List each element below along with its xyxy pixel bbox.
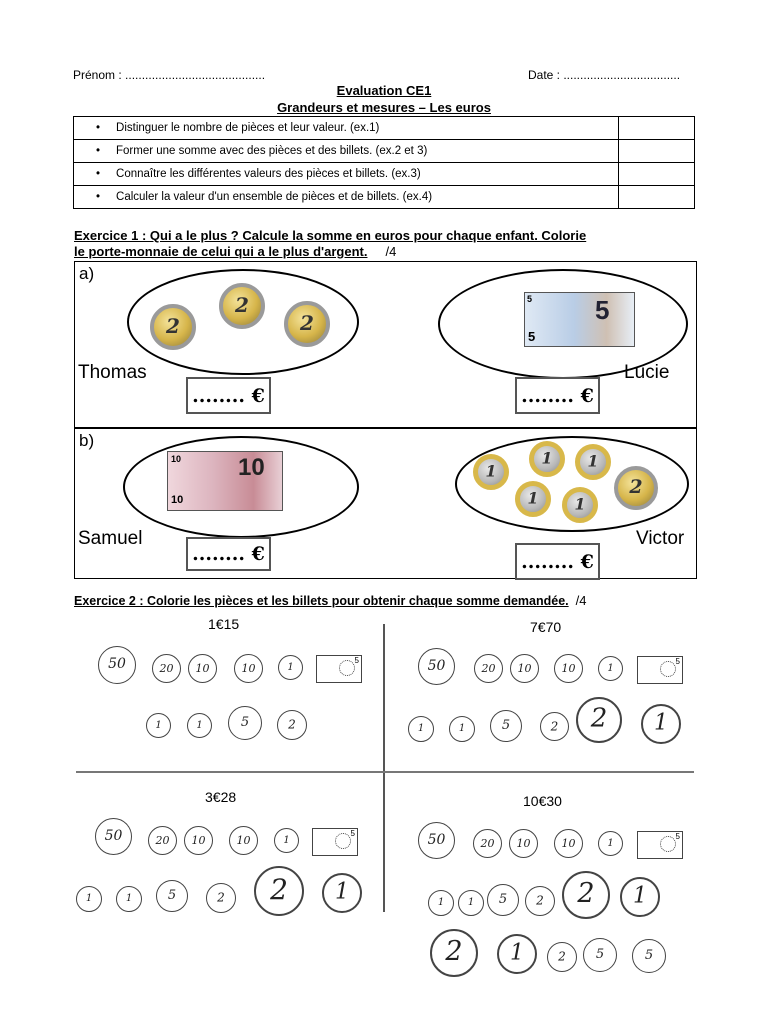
bullet: • bbox=[96, 168, 101, 180]
firstname-field[interactable]: Prénom : .......................................... bbox=[73, 68, 266, 82]
objective-row bbox=[74, 163, 695, 186]
child-name-samuel: Samuel bbox=[78, 528, 143, 549]
coin-1-cent-icon[interactable]: 1 bbox=[458, 890, 484, 916]
coin-2-euro-icon[interactable]: 2 bbox=[430, 929, 478, 977]
banknote-5-euro-icon[interactable]: 5 bbox=[316, 655, 362, 683]
euro-coin-1-icon: 1 bbox=[529, 441, 565, 477]
bullet: • bbox=[96, 122, 101, 134]
coin-10-cent-icon[interactable]: 10 bbox=[554, 654, 583, 683]
coin-5-cent-icon[interactable]: 5 bbox=[156, 880, 188, 912]
euro-coin-2-icon: 2 bbox=[284, 301, 330, 347]
amount-label: 1€15 bbox=[208, 616, 240, 632]
coin-20-cent-icon[interactable]: 20 bbox=[474, 654, 503, 683]
lucie-answer-box[interactable]: ........ € bbox=[515, 377, 600, 414]
child-name-thomas: Thomas bbox=[78, 362, 147, 383]
part-b-label: b) bbox=[79, 431, 95, 450]
coin-2-cent-icon[interactable]: 2 bbox=[540, 712, 569, 741]
bullet: • bbox=[96, 191, 101, 203]
coin-1-cent-icon[interactable]: 1 bbox=[598, 656, 623, 681]
banknote-5-euro-icon: 5 5 5 bbox=[524, 292, 635, 347]
objective-text: Distinguer le nombre de pièces et leur valeur. (ex.1) bbox=[116, 122, 380, 134]
coin-1-cent-icon[interactable]: 1 bbox=[76, 886, 102, 912]
coin-10-cent-icon[interactable]: 10 bbox=[229, 826, 258, 855]
objective-text: Calculer la valeur d'un ensemble de pièces et de billets. (ex.4) bbox=[116, 191, 433, 203]
coin-2-cent-icon[interactable]: 2 bbox=[525, 886, 555, 916]
exercise1-title-line2: le porte-monnaie de celui qui a le plus d'argent. bbox=[74, 244, 368, 259]
coin-10-cent-icon[interactable]: 10 bbox=[509, 829, 538, 858]
euro-coin-1-icon: 1 bbox=[562, 487, 598, 523]
coin-1-cent-icon[interactable]: 1 bbox=[187, 713, 212, 738]
coin-50-cent-icon[interactable]: 50 bbox=[418, 822, 455, 859]
coin-1-cent-icon[interactable]: 1 bbox=[116, 886, 142, 912]
coin-1-euro-icon[interactable]: 1 bbox=[497, 934, 537, 974]
euro-coin-2-icon: 2 bbox=[614, 466, 658, 510]
banknote-10-euro-icon: 10 10 10 bbox=[167, 451, 283, 511]
child-name-victor: Victor bbox=[636, 528, 685, 549]
amount-label: 7€70 bbox=[530, 619, 562, 635]
coin-5-cent-icon[interactable]: 5 bbox=[583, 938, 617, 972]
coin-5-cent-icon[interactable]: 5 bbox=[228, 706, 262, 740]
page-subtitle: Grandeurs et mesures – Les euros bbox=[277, 100, 491, 115]
coin-5-cent-icon[interactable]: 5 bbox=[487, 884, 519, 916]
coin-20-cent-icon[interactable]: 20 bbox=[152, 654, 181, 683]
coin-1-cent-icon[interactable]: 1 bbox=[428, 890, 454, 916]
coin-50-cent-icon[interactable]: 50 bbox=[98, 646, 136, 684]
coin-1-cent-icon[interactable]: 1 bbox=[278, 655, 303, 680]
child-name-lucie: Lucie bbox=[624, 362, 670, 383]
coin-1-euro-icon[interactable]: 1 bbox=[620, 877, 660, 917]
horizontal-divider bbox=[76, 771, 694, 773]
euro-coin-1-icon: 1 bbox=[473, 454, 509, 490]
coin-50-cent-icon[interactable]: 50 bbox=[418, 648, 455, 685]
vertical-divider bbox=[383, 624, 385, 912]
coin-5-cent-icon[interactable]: 5 bbox=[632, 939, 666, 973]
coin-2-cent-icon[interactable]: 2 bbox=[277, 710, 307, 740]
objective-text: Connaître les différentes valeurs des pièces et billets. (ex.3) bbox=[116, 168, 421, 180]
exercise1-title-line1: Exercice 1 : Qui a le plus ? Calcule la somme en euros pour chaque enfant. Colorie bbox=[74, 228, 587, 243]
banknote-5-euro-icon[interactable]: 5 bbox=[637, 831, 683, 859]
coin-5-cent-icon[interactable]: 5 bbox=[490, 710, 522, 742]
thomas-answer-box[interactable]: ........ € bbox=[186, 377, 271, 414]
amount-label: 10€30 bbox=[523, 793, 562, 809]
objective-check-cell[interactable] bbox=[619, 140, 695, 163]
coin-1-cent-icon[interactable]: 1 bbox=[274, 828, 299, 853]
coin-10-cent-icon[interactable]: 10 bbox=[184, 826, 213, 855]
exercise2-title: Exercice 2 : Colorie les pièces et les billets pour obtenir chaque somme demandée. bbox=[74, 594, 569, 608]
part-a-label: a) bbox=[79, 264, 95, 283]
coin-20-cent-icon[interactable]: 20 bbox=[148, 826, 177, 855]
objectives-table bbox=[73, 116, 695, 209]
objective-check-cell[interactable] bbox=[619, 117, 695, 140]
coin-1-cent-icon[interactable]: 1 bbox=[598, 831, 623, 856]
objective-row bbox=[74, 117, 695, 140]
coin-20-cent-icon[interactable]: 20 bbox=[473, 829, 502, 858]
amount-label: 3€28 bbox=[205, 789, 237, 805]
exercise2-score: /4 bbox=[575, 593, 587, 608]
coin-2-euro-icon[interactable]: 2 bbox=[576, 697, 622, 743]
victor-answer-box[interactable]: ........ € bbox=[515, 543, 600, 580]
objective-row bbox=[74, 186, 695, 209]
coin-10-cent-icon[interactable]: 10 bbox=[510, 654, 539, 683]
exercise1-score: /4 bbox=[385, 244, 397, 259]
euro-coin-1-icon: 1 bbox=[575, 444, 611, 480]
coin-2-euro-icon[interactable]: 2 bbox=[254, 866, 304, 916]
banknote-5-euro-icon[interactable]: 5 bbox=[637, 656, 683, 684]
coin-10-cent-icon[interactable]: 10 bbox=[234, 654, 263, 683]
objective-row bbox=[74, 140, 695, 163]
coin-1-euro-icon[interactable]: 1 bbox=[641, 704, 681, 744]
banknote-5-euro-icon[interactable]: 5 bbox=[312, 828, 358, 856]
euro-coin-1-icon: 1 bbox=[515, 481, 551, 517]
date-field[interactable]: Date : ................................... bbox=[528, 68, 681, 82]
objective-check-cell[interactable] bbox=[619, 186, 695, 209]
page-title: Evaluation CE1 bbox=[336, 83, 432, 98]
coin-10-cent-icon[interactable]: 10 bbox=[554, 829, 583, 858]
coin-10-cent-icon[interactable]: 10 bbox=[188, 654, 217, 683]
bullet: • bbox=[96, 145, 101, 157]
coin-50-cent-icon[interactable]: 50 bbox=[95, 818, 132, 855]
coin-2-euro-icon[interactable]: 2 bbox=[562, 871, 610, 919]
coin-2-cent-icon[interactable]: 2 bbox=[547, 942, 577, 972]
coin-1-cent-icon[interactable]: 1 bbox=[146, 713, 171, 738]
euro-coin-2-icon: 2 bbox=[150, 304, 196, 350]
samuel-answer-box[interactable]: ........ € bbox=[186, 537, 271, 571]
euro-coin-2-icon: 2 bbox=[219, 283, 265, 329]
coin-1-cent-icon[interactable]: 1 bbox=[408, 716, 434, 742]
coin-1-euro-icon[interactable]: 1 bbox=[322, 873, 362, 913]
coin-2-cent-icon[interactable]: 2 bbox=[206, 883, 236, 913]
coin-1-cent-icon[interactable]: 1 bbox=[449, 716, 475, 742]
objective-check-cell[interactable] bbox=[619, 163, 695, 186]
objective-text: Former une somme avec des pièces et des billets. (ex.2 et 3) bbox=[116, 145, 428, 157]
